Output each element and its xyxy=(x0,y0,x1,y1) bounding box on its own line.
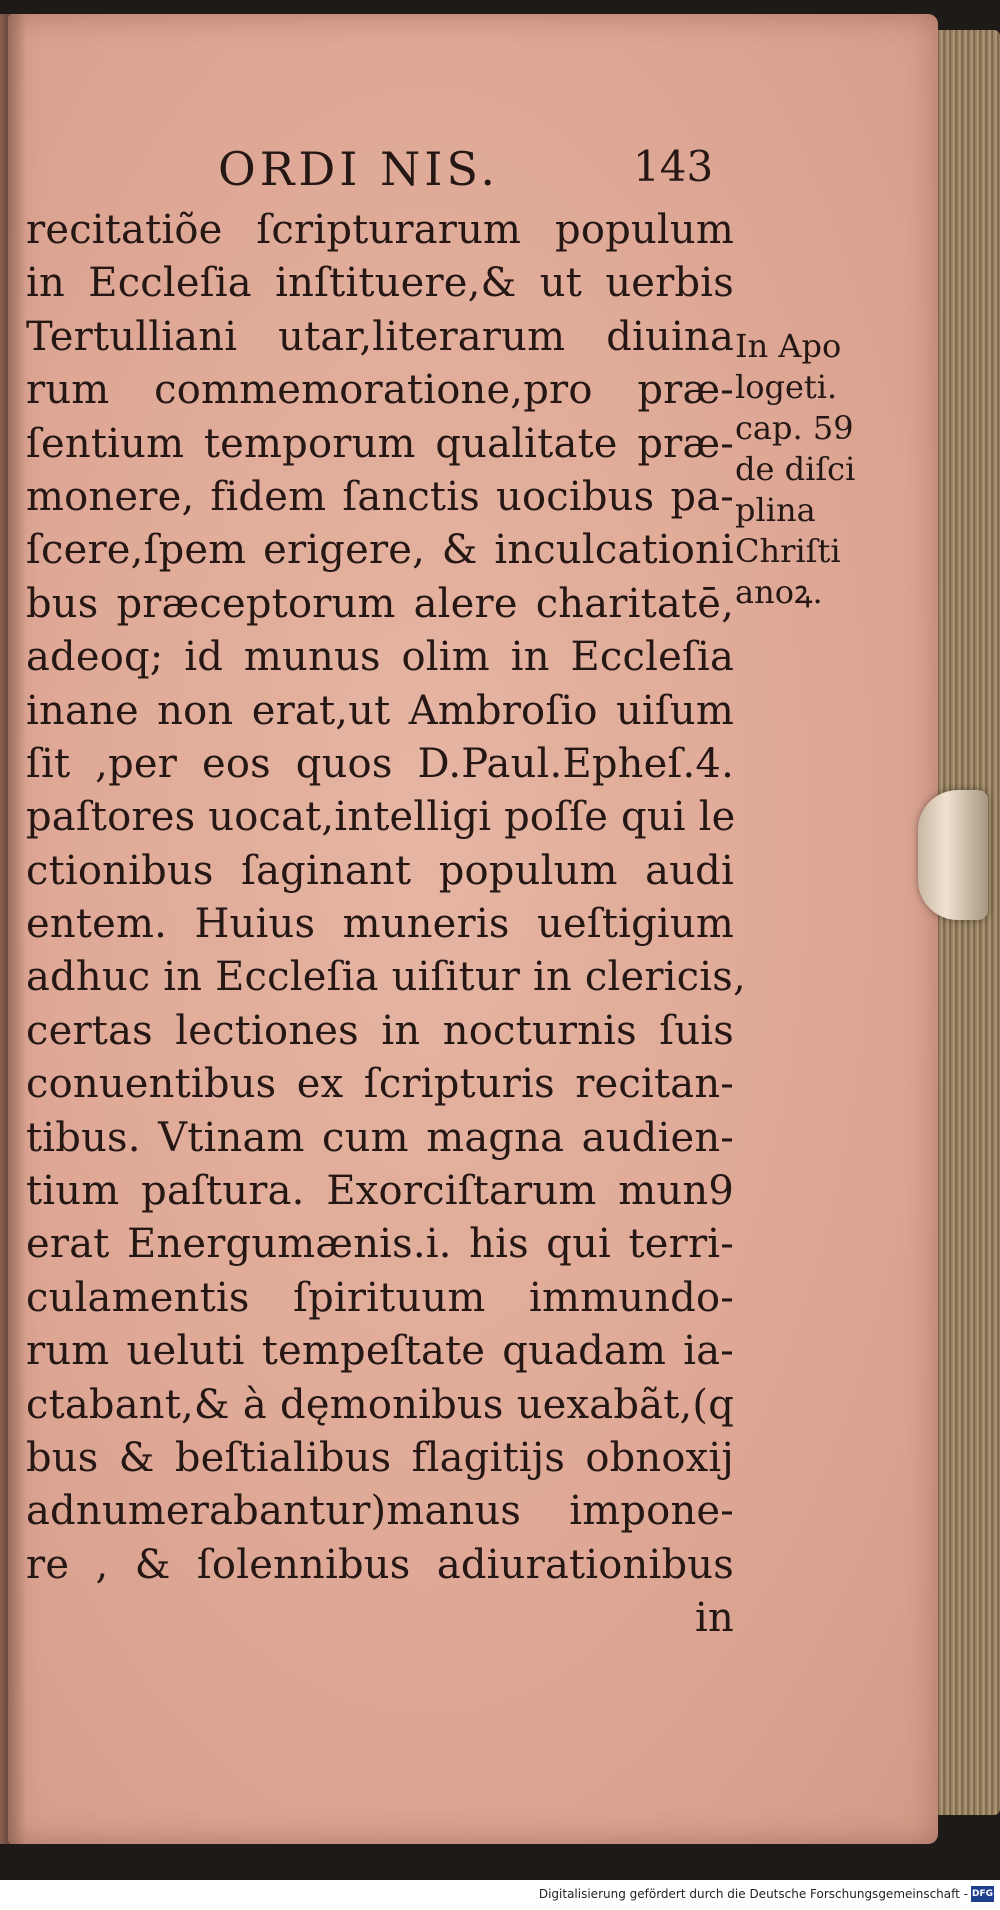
text-line: re , & ſolennibus adiurationibus xyxy=(26,1541,734,1588)
digitization-footer xyxy=(0,1880,1000,1910)
funding-credit: Digitalisierung gefördert durch die Deutsche Forschungsgemeinschaft - xyxy=(538,1887,968,1901)
text-line: bus & beſtialibus flagitijs obnoxij xyxy=(26,1434,734,1481)
text-line: culamentis ſpirituum immundo- xyxy=(26,1274,734,1321)
text-line: ctabant,& à dęmonibus uexabãt,(q xyxy=(26,1381,734,1428)
text-line: certas lectiones in nocturnis ſuis xyxy=(26,1007,734,1054)
margin-note-line: plina xyxy=(735,491,816,529)
text-line: paſtores uocat,intelligi poſſe qui le xyxy=(26,794,736,841)
text-line: ſentium temporum qualitate præ- xyxy=(26,420,734,467)
margin-note-line: Chriſti xyxy=(735,532,841,570)
text-line: in Eccleſia inſtituere,& ut uerbis xyxy=(26,260,734,307)
text-line: adnumerabantur)manus impone- xyxy=(26,1488,734,1535)
margin-note-line: In Apo xyxy=(735,327,842,365)
page-number: 143 xyxy=(633,142,714,191)
margin-note-line: logeti. xyxy=(735,368,838,406)
book-clasp xyxy=(918,790,988,920)
text-line: in xyxy=(695,1595,734,1642)
text-line: erat Energumænis.i. his qui terri- xyxy=(26,1221,734,1268)
page-gutter xyxy=(0,14,26,1844)
text-line: rum ueluti tempeſtate quadam ia- xyxy=(26,1328,734,1375)
text-line: entem. Huius muneris ueſtigium xyxy=(26,901,734,948)
page-header xyxy=(8,142,938,202)
text-line: adhuc in Eccleſia uiſitur in clericis, xyxy=(26,954,746,1001)
page-paper xyxy=(8,14,938,1844)
page-edges xyxy=(928,30,1000,1815)
text-line: ctionibus ſaginant populum audi xyxy=(26,847,734,894)
text-line: conuentibus ex ſcripturis recitan- xyxy=(26,1061,734,1108)
text-line: bus præceptorum alere charitatē, xyxy=(26,580,734,627)
text-line: ſcere,ſpem erigere, & inculcationi xyxy=(26,527,734,574)
margin-note xyxy=(735,326,895,613)
text-line: monere, fidem ſanctis uocibus pa- xyxy=(26,473,734,520)
text-line: Tertulliani utar,literarum diuina xyxy=(26,313,734,360)
text-line: inane non erat,ut Ambroſio uiſum xyxy=(26,687,734,734)
dfg-logo: DFG xyxy=(971,1886,994,1902)
body-text xyxy=(26,204,746,1646)
text-line: adeoq; id munus olim in Eccleſia xyxy=(26,634,734,681)
text-line: recitatiõe ſcripturarum populum xyxy=(26,207,734,253)
text-line: ſit ,per eos quos D.Paul.Epheſ.4. xyxy=(26,740,734,787)
text-line: rum commemoratione,pro præ- xyxy=(26,367,734,414)
margin-note-line: anoꝝ. xyxy=(735,573,823,611)
margin-note-line: de diſci xyxy=(735,450,856,488)
text-line: tibus. Vtinam cum magna audien- xyxy=(26,1114,734,1161)
running-title: ORDI NIS. xyxy=(218,142,499,196)
margin-note-line: cap. 59 xyxy=(735,409,854,447)
text-line: tium paſtura. Exorciſtarum mun9 xyxy=(26,1168,734,1215)
